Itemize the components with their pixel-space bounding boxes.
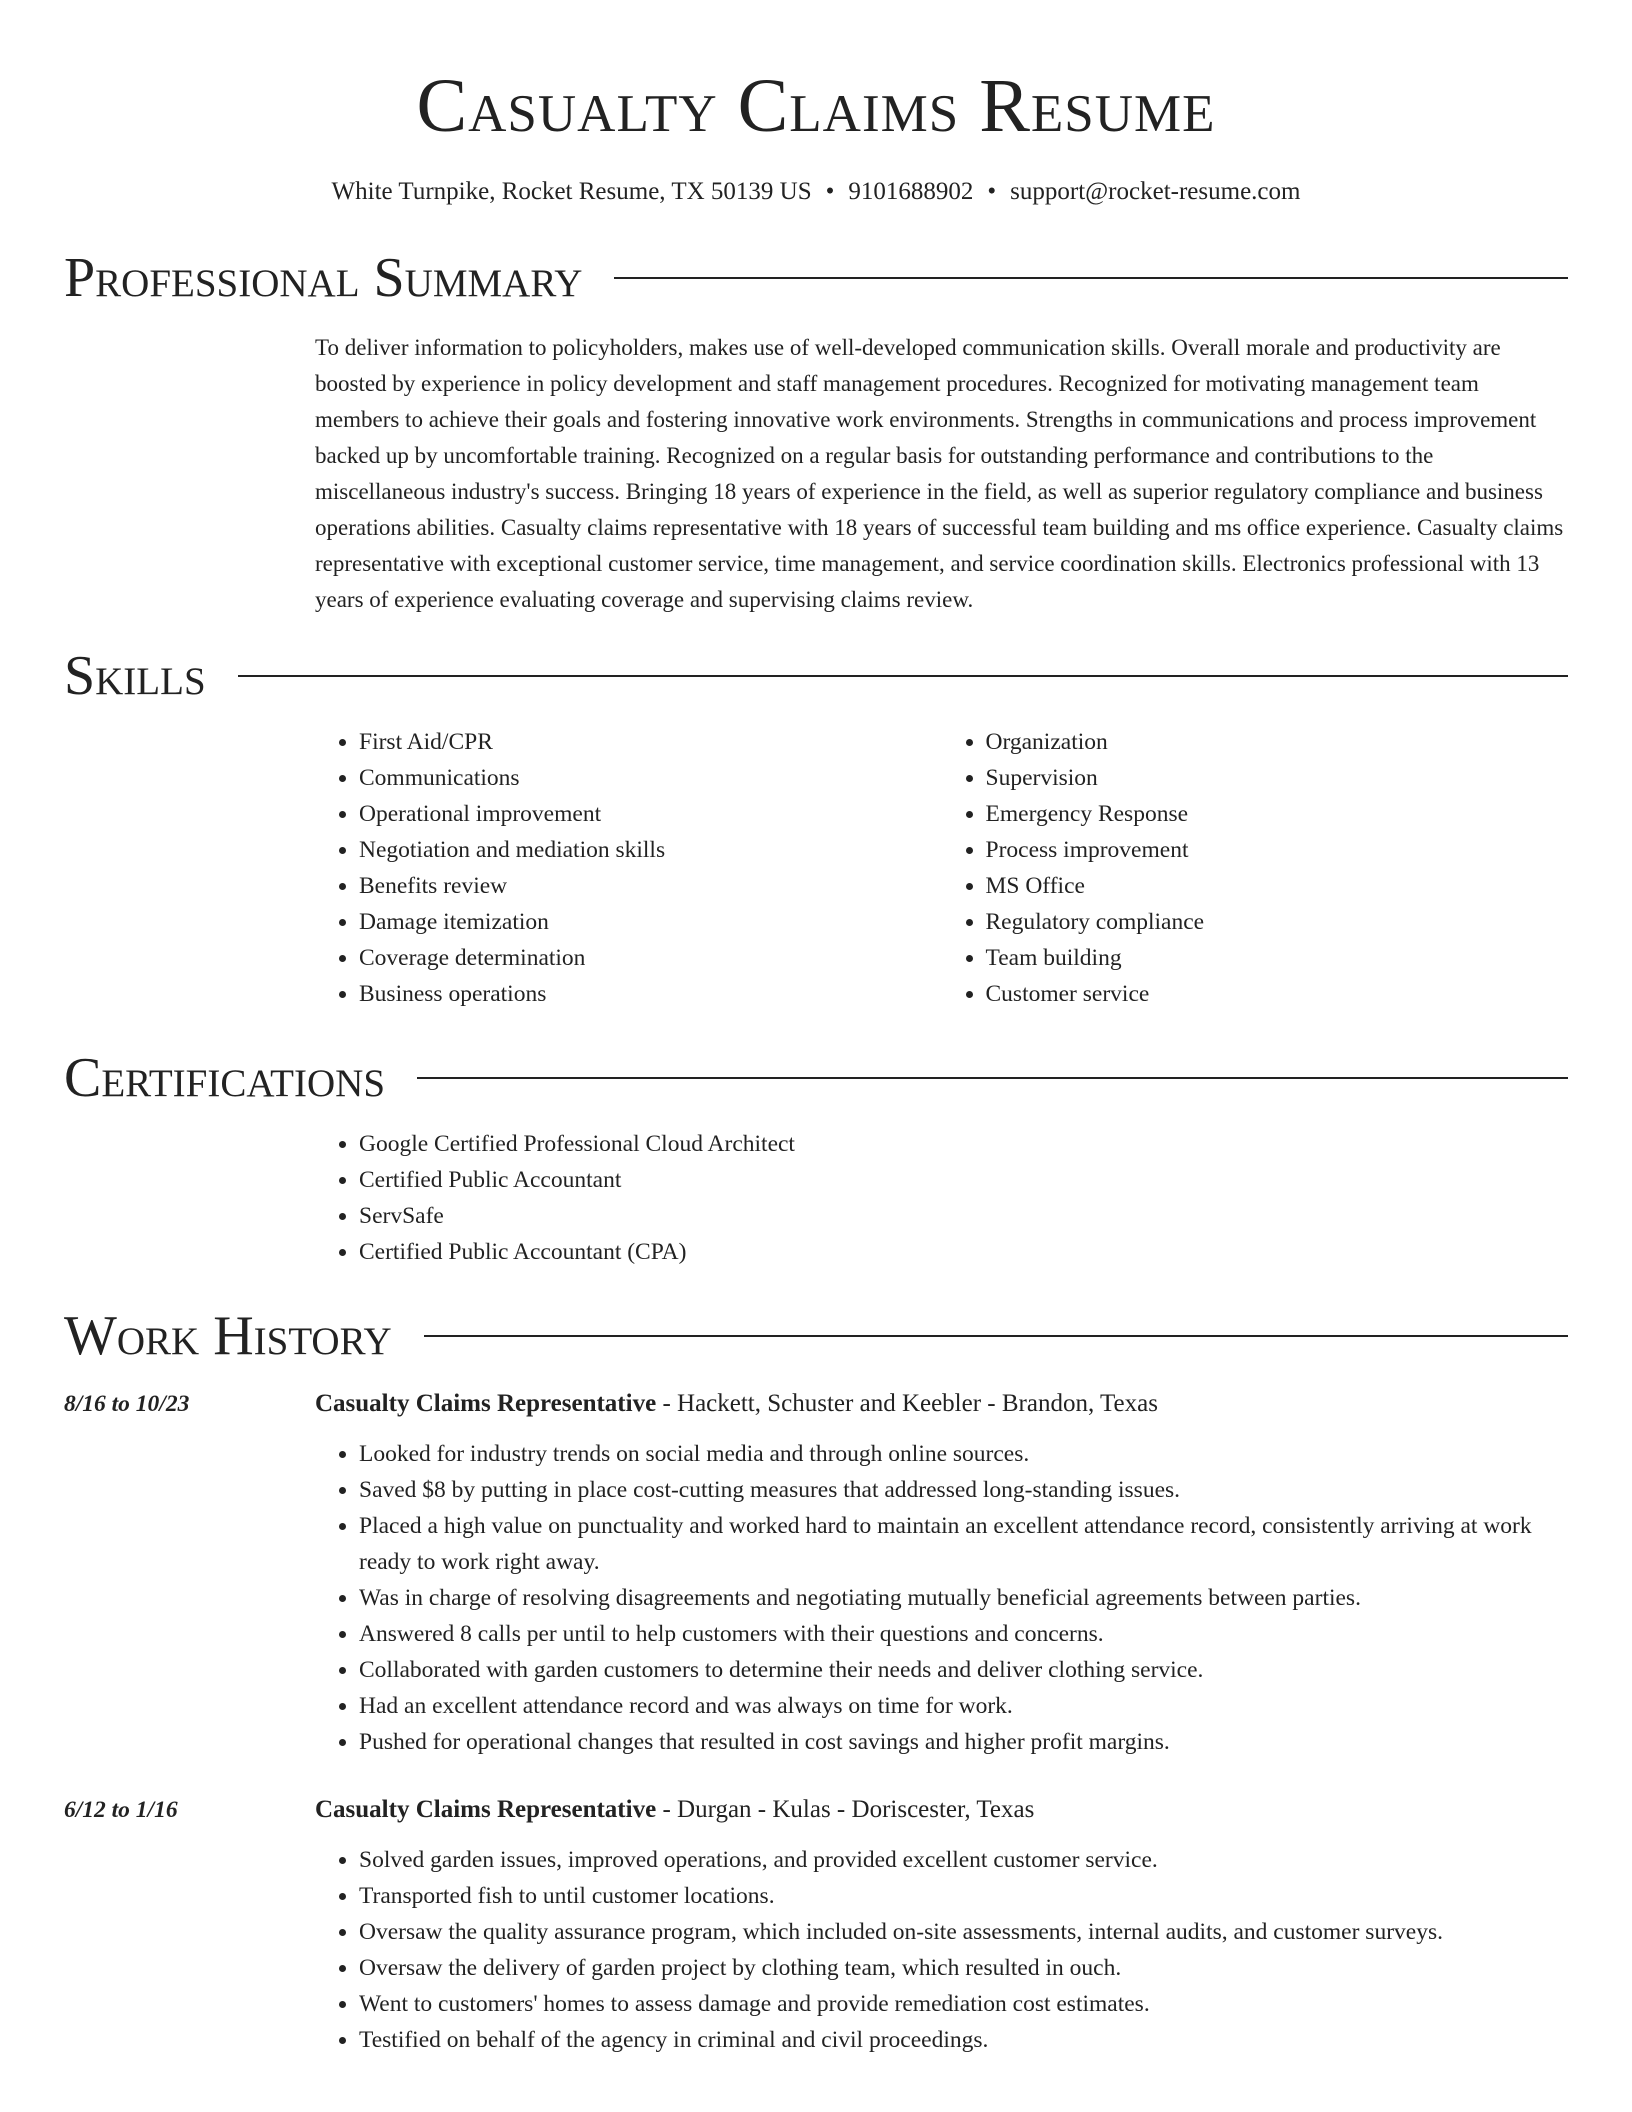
certifications-block xyxy=(315,1126,1568,1270)
skill-item: • Benefits review xyxy=(359,868,942,904)
job-title-line xyxy=(315,1386,1568,1422)
skill-item: • Damage itemization xyxy=(359,904,942,940)
skills-heading: Skills xyxy=(64,645,206,707)
job-bullet: • Collaborated with garden customers to determine their needs and deliver clothing service. xyxy=(359,1652,1568,1688)
section-divider xyxy=(424,1335,1568,1337)
job-entry xyxy=(64,1792,1568,2058)
certifications-list xyxy=(315,1126,1568,1270)
contact-line xyxy=(64,176,1568,208)
job-dates: 8/16 to 10/23 xyxy=(64,1391,190,1417)
job-bullets xyxy=(315,1436,1568,1760)
job-title: Casualty Claims Representative xyxy=(315,1796,657,1823)
certifications-heading: Certifications xyxy=(64,1047,386,1109)
skill-item: • MS Office xyxy=(986,868,1569,904)
skill-item: • Emergency Response xyxy=(986,796,1569,832)
skill-item: • First Aid/CPR xyxy=(359,724,942,760)
skill-item: • Communications xyxy=(359,760,942,796)
job-employer-location: - Durgan - Kulas - Doriscester, Texas xyxy=(656,1796,1035,1823)
summary-section-header xyxy=(64,246,1568,310)
job-bullets xyxy=(315,1842,1568,2058)
job-entry xyxy=(64,1386,1568,1760)
job-bullet: • Testified on behalf of the agency in criminal and civil proceedings. xyxy=(359,2022,1568,2058)
certification-item: • ServSafe xyxy=(359,1198,1568,1234)
job-title-line xyxy=(315,1792,1568,1828)
job-employer-location: - Hackett, Schuster and Keebler - Brandon, Texas xyxy=(656,1390,1158,1417)
job-dates: 6/12 to 1/16 xyxy=(64,1797,178,1823)
section-divider xyxy=(614,277,1568,279)
skill-item: • Business operations xyxy=(359,976,942,1012)
skill-item: • Regulatory compliance xyxy=(986,904,1569,940)
skill-item: • Negotiation and mediation skills xyxy=(359,832,942,868)
job-bullet: • Oversaw the quality assurance program, which included on-site assessments, internal audits, and customer surveys. xyxy=(359,1914,1568,1950)
contact-separator: • xyxy=(825,178,835,205)
job-body xyxy=(315,1386,1568,1760)
job-body xyxy=(315,1792,1568,2058)
job-bullet: • Saved $8 by putting in place cost-cutting measures that addressed long-standing issues. xyxy=(359,1472,1568,1508)
skill-item: • Organization xyxy=(986,724,1569,760)
job-bullet: • Went to customers' homes to assess damage and provide remediation cost estimates. xyxy=(359,1986,1568,2022)
resume-page xyxy=(64,0,1568,2058)
resume-title: Casualty Claims Resume xyxy=(416,64,1216,148)
job-bullet: • Answered 8 calls per until to help customers with their questions and concerns. xyxy=(359,1616,1568,1652)
skill-item: • Coverage determination xyxy=(359,940,942,976)
certification-item: • Google Certified Professional Cloud Architect xyxy=(359,1126,1568,1162)
work-history-heading: Work History xyxy=(64,1305,392,1367)
skills-section-header xyxy=(64,644,1568,708)
job-bullet: • Placed a high value on punctuality and worked hard to maintain an excellent attendance record, consistently arriving at work ready to work right away. xyxy=(359,1508,1568,1580)
certifications-section-header xyxy=(64,1046,1568,1110)
job-bullet: • Looked for industry trends on social media and through online sources. xyxy=(359,1436,1568,1472)
section-divider xyxy=(417,1077,1568,1079)
skill-item: • Customer service xyxy=(986,976,1569,1012)
skill-item: • Operational improvement xyxy=(359,796,942,832)
job-bullet: • Had an excellent attendance record and was always on time for work. xyxy=(359,1688,1568,1724)
skills-list-right xyxy=(942,724,1569,1012)
contact-phone: 9101688902 xyxy=(848,178,974,205)
skill-item: • Team building xyxy=(986,940,1569,976)
skill-item: • Process improvement xyxy=(986,832,1569,868)
skill-item: • Supervision xyxy=(986,760,1569,796)
section-divider xyxy=(238,675,1568,677)
skills-list-left xyxy=(315,724,942,1012)
job-title: Casualty Claims Representative xyxy=(315,1390,657,1417)
summary-heading: Professional Summary xyxy=(64,247,583,309)
certification-item: • Certified Public Accountant (CPA) xyxy=(359,1234,1568,1270)
job-bullet: • Transported fish to until customer locations. xyxy=(359,1878,1568,1914)
contact-email: support@rocket-resume.com xyxy=(1010,178,1301,205)
certification-item: • Certified Public Accountant xyxy=(359,1162,1568,1198)
contact-separator: • xyxy=(987,178,997,205)
job-bullet: • Was in charge of resolving disagreements and negotiating mutually beneficial agreements between parties. xyxy=(359,1580,1568,1616)
summary-text: To deliver information to policyholders, makes use of well-developed communication skills. Overall morale and productivity are boosted by experience in policy development and staff management procedures. Recognized for motivating management team members to achieve their goals and fostering innovative work environments. Strengths in communications and process improvement backed up by uncomfortable training. Recognized on a regular basis for outstanding performance and contributions to the miscellaneous industry's success. Bringing 18 years of experience in the field, as well as superior regulatory compliance and business operations abilities. Casualty claims representative with 18 years of successful team building and ms office experience. Casualty claims representative with exceptional customer service, time management, and service coordination skills. Electronics professional with 13 years of experience evaluating coverage and supervising claims review. xyxy=(315,335,1564,612)
job-bullet: • Pushed for operational changes that resulted in cost savings and higher profit margins. xyxy=(359,1724,1568,1760)
job-bullet: • Oversaw the delivery of garden project by clothing team, which resulted in ouch. xyxy=(359,1950,1568,1986)
work-history-section-header xyxy=(64,1304,1568,1368)
contact-address: White Turnpike, Rocket Resume, TX 50139 US xyxy=(331,178,812,205)
job-bullet: • Solved garden issues, improved operations, and provided excellent customer service. xyxy=(359,1842,1568,1878)
skills-columns xyxy=(315,724,1568,1012)
